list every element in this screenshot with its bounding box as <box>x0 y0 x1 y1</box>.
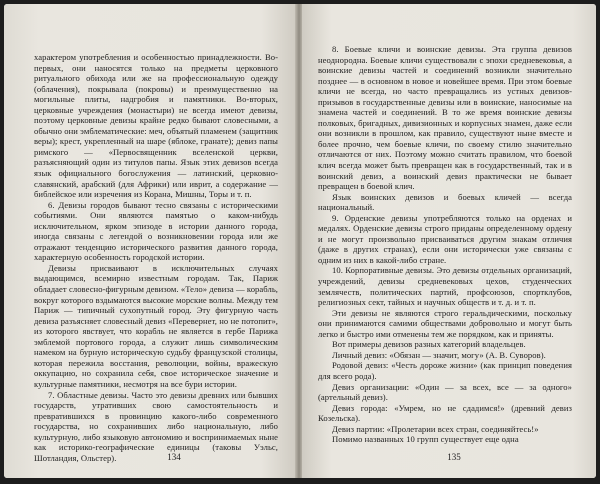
paragraph: 8. Боевые кличи и воинские девизы. Эта группа девизов неоднородна. Боевые кличи существовали с эпохи средневековья, а воинские девизы частей и соединений возникли значительно позднее — в основном в новое и новейшее время. При этом боевые кличи не всегда, но часто превращались из устных девизов-призывов в государственные девизы или в воинские, наносимые на знамена частей и соединений. В то же время воинские девизы полковых, бригадных, дивизионных и корпусных знамен, даже если они возникли в прошлом, как правило, существуют ныне вместе и более прочно, чем боевые кличи, по своему стилю значительно отличаются от них. Поэтому можно считать правилом, что боевой клич всегда может быть превращен как в государственный, так и в воинский девиз, а воинский девиз практически не бывает превращен в боевой клич. <box>318 44 572 192</box>
paragraph: 10. Корпоративные девизы. Это девизы отдельных организаций, учреждений, девизы средневековых цехов, студенческих землячеств, политических партий, профсоюзов, спортклубов, религиозных сект, тайных и научных обществ и т. д. и т. п. <box>318 265 572 308</box>
paragraph: Помимо названных 10 групп существует еще одна <box>332 434 519 445</box>
paragraph: Язык воинских девизов и боевых кличей — всегда национальный. <box>318 191 572 213</box>
paragraph: Вот примеры девизов разных категорий владельцев. <box>332 339 526 350</box>
page-number-left: 134 <box>167 452 181 462</box>
paragraph: Девизы присваивают в исключительных случаях выдающимся, всемирно известным городам. Так, Париж обладает словесно-фигурным девизом. «Тело» девиза — корабль, вокруг которого вздымаются высокие морские волны. Между тем Париж — типичный сухопутный город. Эту фигурную часть девиза разъясняет словесный девиз «Перевернет, но не потопит», из которого явствует, что корабль не является в гербе Парижа эмблемой портового города, а служит лишь символическим намеком на бурную историческую судьбу французской столицы, которая пережила восстания, революции, войны, вражескую оккупацию, но сохранила себя, свое историческое значение и культурные памятники, несмотря на все бури истории. <box>34 262 279 389</box>
paragraph: Девиз организации: «Один — за всех, все — за одного» (артельный девиз). <box>318 381 572 403</box>
page-number-right: 135 <box>447 452 461 462</box>
paragraph: 7. Областные девизы. Часто это девизы древних или бывших государств, утративших свою самостоятельность и превратившихся в провинцию какого-либо современного государства, но сохранивших либо национальную, либо культурную, либо языковую автономию и воспринимаемых ныне как историко-географические единицы (таковы Уэльс, Шотландия, Ольстер). <box>34 389 278 463</box>
left-page-text <box>34 52 278 463</box>
paragraph: Девиз партии: «Пролетарии всех стран, соединяйтесь!» <box>332 423 539 434</box>
right-page <box>302 4 596 478</box>
paragraph: Эти девизы не являются строго геральдическими, поскольку они принимаются самими обществами добровольно и могут быть легко и быстро ими отменены тем же порядком, как и приняты. <box>318 307 572 339</box>
left-page <box>4 4 296 478</box>
paragraph: Девиз города: «Умрем, но не сдадимся!» (древний девиз Козельска). <box>318 402 572 424</box>
book-spread <box>4 4 596 478</box>
paragraph: характером употребления и особенностью принадлежности. Во-первых, они наносятся только на предметы церковного ритуального обихода или же на профессиональную одежду (облачения), покрывала (покровы) и преимущественно на могильные плиты, надгробия и памятники. Во-вторых, церковные учреждения (монастыри) не всегда имеют девизы, поэтому церковные девизы крайне редко бывают словесными, а обычно они эмблематические: меч, объятый пламенем (защитник веры); крест, укрепленный на шаре (яблоке, гранате); девиз папы римского — «Первосвященник вселенской церкви, разъясняющий один из титулов папы. Язык этих девизов всегда язык официального богослужения — латинский, церковно-славянский, арабский (для Африки) или иврит, а содержание — библейское или изречения из Корана, Мишны, Торы и т. п. <box>34 52 278 200</box>
paragraph: 9. Орденские девизы употребляются только на орденах и медалях. Орденские девизы строго приданы определенному ордену и не могут произвольно присваиваться другим знакам отличия (даже в других странах), если они исторически уже связаны с одним из них в какой-либо стране. <box>318 212 572 265</box>
paragraph: Личный девиз: «Обязан — значит, могу» (А. В. Суворов). <box>332 349 546 360</box>
right-page-text <box>318 44 572 445</box>
paragraph: Родовой девиз: «Честь дороже жизни» (как принцип поведения для всего рода). <box>318 360 572 381</box>
paragraph: 6. Девизы городов бывают тесно связаны с историческими событиями. Они являются памятью о каком-нибудь исключительном, ярком эпизоде в истории данного города, иногда связаны с легендой о возникновении города или же отражают тенденцию исторического развития данного города, характерную особенность городской истории. <box>34 199 278 263</box>
